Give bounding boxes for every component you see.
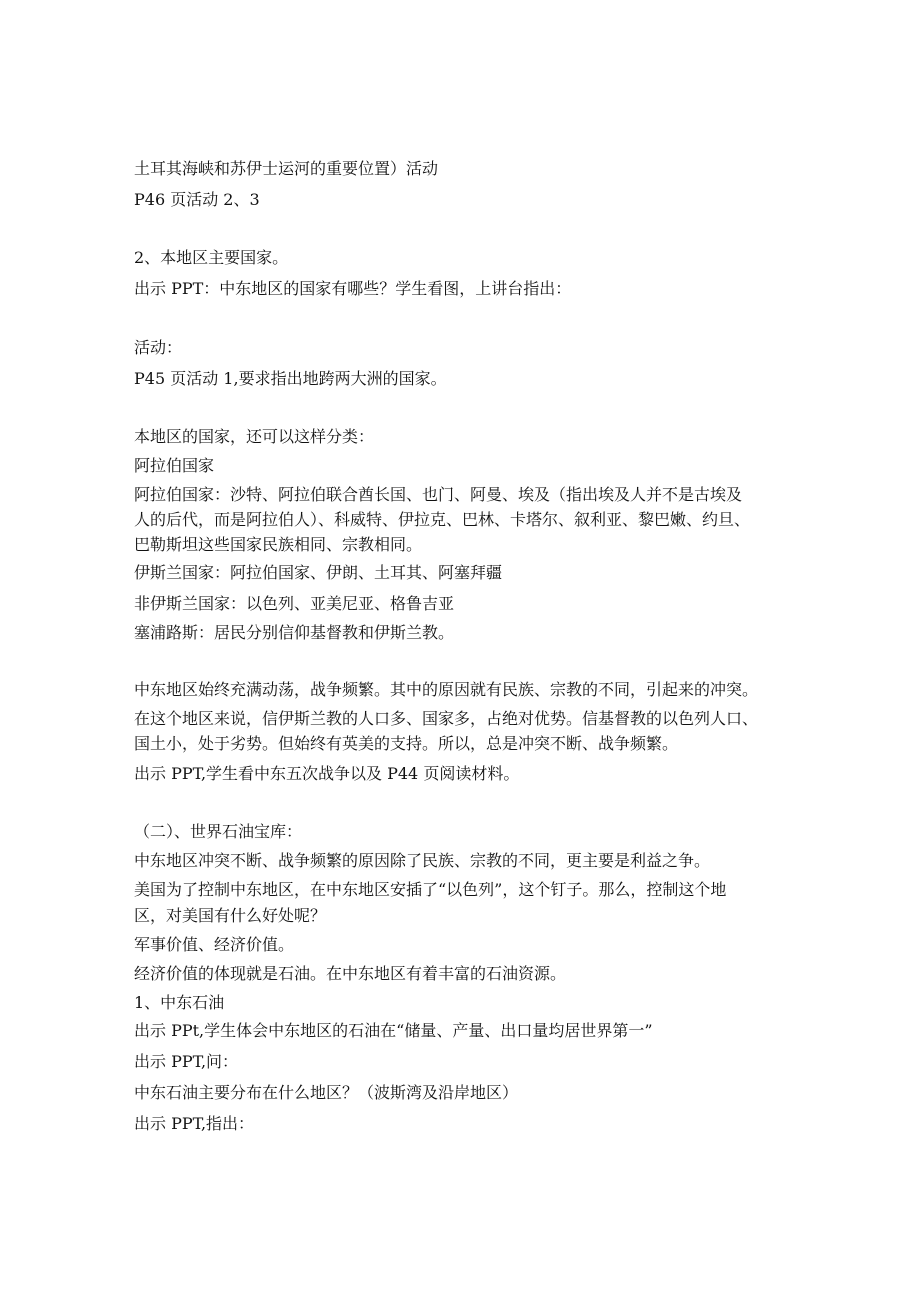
text-line: 出示 PPT,学生看中东五次战争以及 P44 页阅读材料。 <box>134 764 520 783</box>
text-line: 阿拉伯国家：沙特、阿拉伯联合酋长国、也门、阿曼、埃及（指出埃及人并不是古埃及 <box>134 485 743 504</box>
text-line: 中东石油主要分布在什么地区？（波斯湾及沿岸地区） <box>134 1083 519 1102</box>
text-line: 中东地区冲突不断、战争频繁的原因除了民族、宗教的不同，更主要是利益之争。 <box>134 851 711 870</box>
text-line: 区，对美国有什么好处呢？ <box>134 906 327 925</box>
text-line: 本地区的国家，还可以这样分类： <box>134 427 375 446</box>
text-line: 国土小，处于劣势。但始终有英美的支持。所以，总是冲突不断、战争频繁。 <box>134 734 679 753</box>
text-line: 塞浦路斯：居民分别信仰基督教和伊斯兰教。 <box>134 623 455 642</box>
text-line: 非伊斯兰国家：以色列、亚美尼亚、格鲁吉亚 <box>134 594 455 613</box>
text-line: 中东地区始终充满动荡，战争频繁。其中的原因就有民族、宗教的不同，引起来的冲突。 <box>134 680 759 699</box>
text-line: P46 页活动 2、3 <box>134 190 260 209</box>
text-line: （二）、世界石油宝库： <box>134 822 303 841</box>
text-line: 阿拉伯国家 <box>134 456 215 475</box>
text-line: 在这个地区来说，信伊斯兰教的人口多、国家多，占绝对优势。信基督教的以色列人口、 <box>134 709 759 728</box>
text-line: 活动： <box>134 338 183 357</box>
text-line: 军事价值、经济价值。 <box>134 935 295 954</box>
text-line: 美国为了控制中东地区，在中东地区安插了“以色列”，这个钉子。那么，控制这个地 <box>134 880 727 899</box>
text-line: 出示 PPt,学生体会中东地区的石油在“储量、产量、出口量均居世界第一” <box>134 1021 653 1040</box>
text-line: 出示 PPT：中东地区的国家有哪些？学生看图，上讲台指出： <box>134 279 572 298</box>
text-line: 经济价值的体现就是石油。在中东地区有着丰富的石油资源。 <box>134 964 567 983</box>
text-line: 2、本地区主要国家。 <box>134 248 289 267</box>
text-line: 巴勒斯坦这些国家民族相同、宗教相同。 <box>134 535 423 554</box>
text-line: 人的后代，而是阿拉伯人）、科威特、伊拉克、巴林、卡塔尔、叙利亚、黎巴嫩、约旦、 <box>134 510 751 529</box>
text-line: 伊斯兰国家：阿拉伯国家、伊朗、土耳其、阿塞拜疆 <box>134 563 503 582</box>
text-line: 出示 PPT,指出： <box>134 1114 255 1133</box>
text-line: 1、中东石油 <box>134 993 225 1012</box>
text-line: 土耳其海峡和苏伊士运河的重要位置）活动 <box>134 159 439 178</box>
text-line: P45 页活动 1,要求指出地跨两大洲的国家。 <box>134 369 447 388</box>
text-line: 出示 PPT,问： <box>134 1052 239 1071</box>
